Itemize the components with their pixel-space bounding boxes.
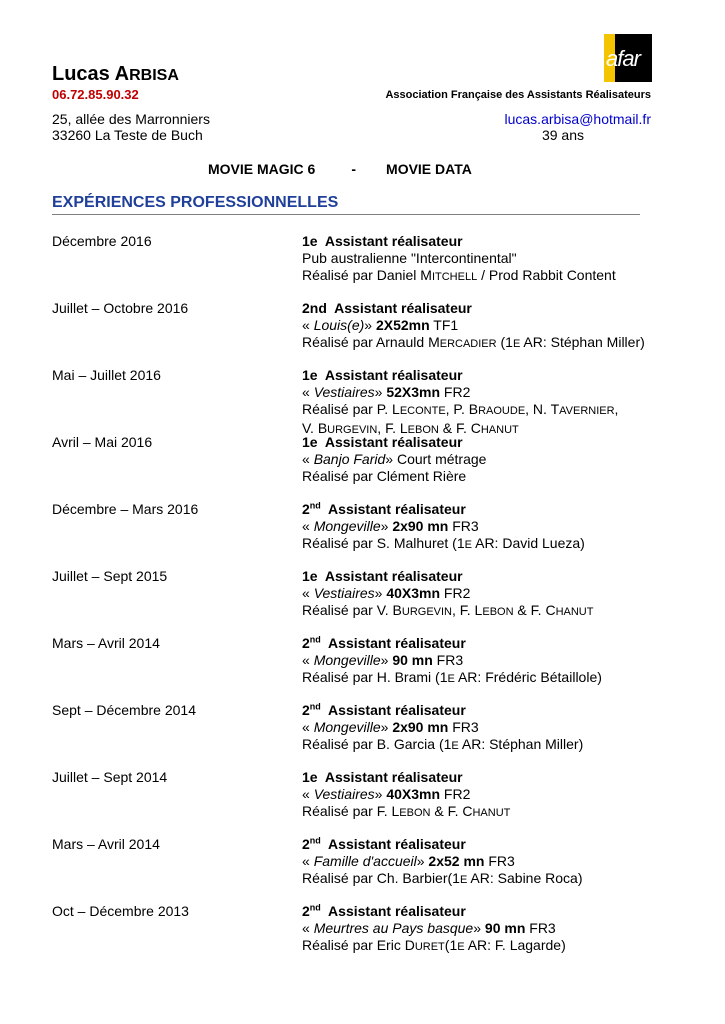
software-2: MOVIE DATA xyxy=(386,161,472,177)
experience-role: 1e Assistant réalisateur xyxy=(302,769,463,785)
afar-logo xyxy=(604,34,652,82)
experience-line3: Réalisé par Clément Rière xyxy=(302,468,467,484)
section-title: EXPÉRIENCES PROFESSIONNELLES xyxy=(52,194,339,211)
experience-details xyxy=(302,903,682,956)
experience-line2: « Vestiaires» 52X3mn FR2 xyxy=(302,384,471,400)
experience-details xyxy=(302,434,682,485)
experience-line2: « Mongeville» 2x90 mn FR3 xyxy=(302,719,479,735)
address-line-2: 33260 La Teste de Buch xyxy=(52,127,203,143)
experience-line3: Réalisé par B. Garcia (1E AR: Stéphan Miller) xyxy=(302,736,584,752)
experience-role: 1e Assistant réalisateur xyxy=(302,367,463,383)
logo-text: afar xyxy=(606,46,640,71)
experience-line3: Réalisé par Eric DURET(1E AR: F. Lagarde) xyxy=(302,937,566,953)
association-name: Association Française des Assistants Réalisateurs xyxy=(385,89,651,101)
experience-line3: Réalisé par S. Malhuret (1E AR: David Lueza) xyxy=(302,535,585,551)
experience-details xyxy=(302,233,682,286)
experience-details xyxy=(302,367,682,439)
experience-date: Oct – Décembre 2013 xyxy=(52,903,189,919)
experience-line3: Réalisé par Daniel MITCHELL / Prod Rabbit Content xyxy=(302,267,616,283)
experience-date: Décembre – Mars 2016 xyxy=(52,501,199,517)
experience-details xyxy=(302,769,682,822)
section-divider xyxy=(52,214,640,215)
experience-date: Mars – Avril 2014 xyxy=(52,836,160,852)
experience-details xyxy=(302,836,682,889)
experience-line2: « Louis(e)» 2X52mn TF1 xyxy=(302,317,459,333)
experience-details xyxy=(302,702,682,755)
software-1: MOVIE MAGIC 6 xyxy=(208,161,316,177)
first-name: Lucas xyxy=(52,63,110,85)
experience-role: 2nd Assistant réalisateur xyxy=(302,500,466,517)
last-name-initial: A xyxy=(114,63,130,85)
experience-date: Juillet – Sept 2014 xyxy=(52,769,168,785)
experience-line3: Réalisé par Arnauld MERCADIER (1E AR: Stéphan Miller) xyxy=(302,334,645,350)
experience-role: 2nd Assistant réalisateur xyxy=(302,701,466,718)
experience-line2: « Mongeville» 90 mn FR3 xyxy=(302,652,464,668)
experience-line4: V. BURGEVIN, F. LEBON & F. CHANUT xyxy=(302,420,519,436)
phone-number: 06.72.85.90.32 xyxy=(52,87,139,102)
experience-details xyxy=(302,300,682,353)
software-skills xyxy=(208,161,472,177)
experience-line2: « Meurtres au Pays basque» 90 mn FR3 xyxy=(302,920,556,936)
experience-line2: Pub australienne "Intercontinental" xyxy=(302,250,517,266)
experience-role: 2nd Assistant réalisateur xyxy=(302,634,466,651)
last-name-rest: RBISA xyxy=(129,67,179,84)
experience-line2: « Banjo Farid» Court métrage xyxy=(302,451,487,467)
email-link[interactable]: lucas.arbisa@hotmail.fr xyxy=(504,111,651,127)
experience-role: 2nd Assistant réalisateur xyxy=(302,300,472,316)
experience-role: 2nd Assistant réalisateur xyxy=(302,835,466,852)
address-line-1: 25, allée des Marronniers xyxy=(52,111,210,127)
experience-role: 1e Assistant réalisateur xyxy=(302,568,463,584)
software-separator: - xyxy=(351,161,357,177)
experience-date: Décembre 2016 xyxy=(52,233,152,249)
experience-line3: Réalisé par F. LEBON & F. CHANUT xyxy=(302,803,511,819)
experience-date: Juillet – Octobre 2016 xyxy=(52,300,189,316)
experience-line3: Réalisé par V. BURGEVIN, F. LEBON & F. CHANUT xyxy=(302,602,594,618)
experience-details xyxy=(302,501,682,554)
candidate-name xyxy=(52,63,179,86)
experience-line3: Réalisé par P. LECONTE, P. BRAOUDE, N. TAVERNIER, xyxy=(302,401,619,417)
experience-details xyxy=(302,568,682,621)
experience-date: Juillet – Sept 2015 xyxy=(52,568,168,584)
experience-line2: « Famille d'accueil» 2x52 mn FR3 xyxy=(302,853,515,869)
experience-line3: Réalisé par H. Brami (1E AR: Frédéric Bétaillole) xyxy=(302,669,602,685)
experience-role: 1e Assistant réalisateur xyxy=(302,233,463,249)
experience-date: Mai – Juillet 2016 xyxy=(52,367,161,383)
experience-line2: « Mongeville» 2x90 mn FR3 xyxy=(302,518,479,534)
experience-date: Avril – Mai 2016 xyxy=(52,434,153,450)
experience-date: Sept – Décembre 2014 xyxy=(52,702,196,718)
experience-details xyxy=(302,635,682,688)
experience-line2: « Vestiaires» 40X3mn FR2 xyxy=(302,585,471,601)
age: 39 ans xyxy=(541,127,584,143)
experience-line2: « Vestiaires» 40X3mn FR2 xyxy=(302,786,471,802)
experience-line3: Réalisé par Ch. Barbier(1E AR: Sabine Roca) xyxy=(302,870,583,886)
experience-date: Mars – Avril 2014 xyxy=(52,635,160,651)
experience-role: 2nd Assistant réalisateur xyxy=(302,902,466,919)
experience-role: 1e Assistant réalisateur xyxy=(302,434,463,450)
